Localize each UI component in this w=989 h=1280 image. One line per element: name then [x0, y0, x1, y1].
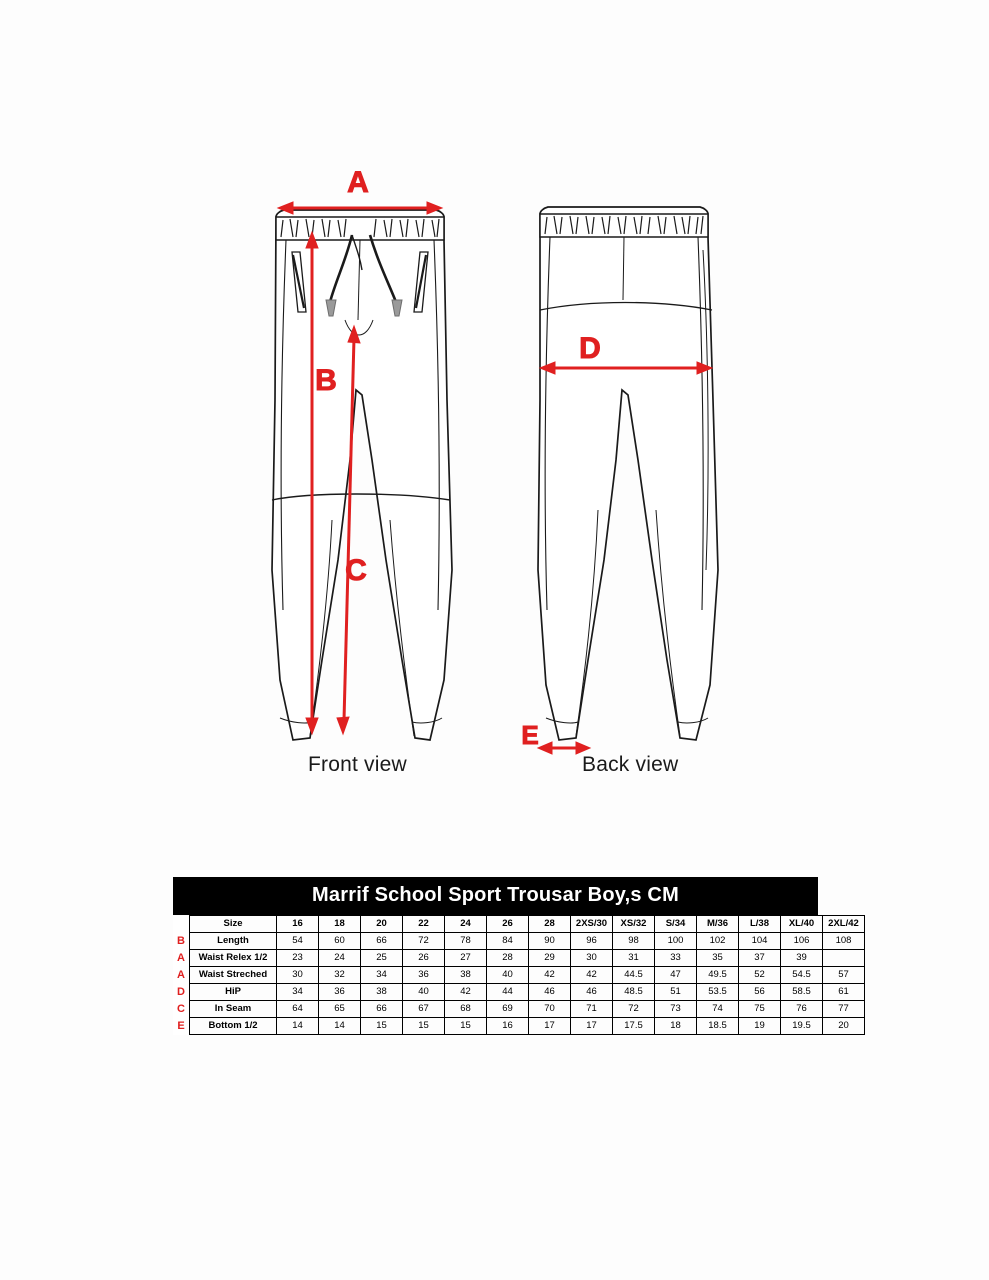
measurement-value: 30 — [571, 950, 613, 967]
table-row — [173, 950, 865, 967]
measurement-value: 34 — [361, 967, 403, 984]
measurement-value: 40 — [403, 984, 445, 1001]
dim-letter-a: A — [347, 166, 369, 199]
measurement-value: 44.5 — [613, 967, 655, 984]
measurement-value: 15 — [361, 1018, 403, 1035]
measurement-value: 46 — [571, 984, 613, 1001]
measurement-value: 47 — [655, 967, 697, 984]
size-column-header: 2XS/30 — [571, 916, 613, 933]
size-column-header: XL/40 — [781, 916, 823, 933]
measurement-value: 17 — [571, 1018, 613, 1035]
measurement-value: 102 — [697, 933, 739, 950]
back-view-caption: Back view — [582, 753, 679, 776]
technical-drawing — [0, 140, 989, 820]
measurement-value: 29 — [529, 950, 571, 967]
table-row — [173, 967, 865, 984]
measurement-value: 25 — [361, 950, 403, 967]
size-column-header: 20 — [361, 916, 403, 933]
measurement-value: 20 — [823, 1018, 865, 1035]
measurement-value: 48.5 — [613, 984, 655, 1001]
dim-letter-e: E — [521, 720, 539, 750]
measurement-value: 104 — [739, 933, 781, 950]
measurement-value: 35 — [697, 950, 739, 967]
row-letter: A — [173, 950, 190, 967]
measurement-value: 67 — [403, 1001, 445, 1018]
table-row — [173, 1018, 865, 1035]
measurement-value: 49.5 — [697, 967, 739, 984]
measurement-value: 65 — [319, 1001, 361, 1018]
size-column-header: XS/32 — [613, 916, 655, 933]
measurement-value: 106 — [781, 933, 823, 950]
measurement-value: 19.5 — [781, 1018, 823, 1035]
size-chart-header-row — [173, 916, 865, 933]
measurement-value: 14 — [319, 1018, 361, 1035]
row-letter: A — [173, 967, 190, 984]
measurement-value: 51 — [655, 984, 697, 1001]
measurement-value: 56 — [739, 984, 781, 1001]
measurement-value: 72 — [403, 933, 445, 950]
size-column-header: 22 — [403, 916, 445, 933]
measurement-value: 69 — [487, 1001, 529, 1018]
measurement-value: 66 — [361, 1001, 403, 1018]
row-letter: E — [173, 1018, 190, 1035]
size-chart-table — [173, 915, 865, 1035]
size-column-header: 26 — [487, 916, 529, 933]
measurement-value: 61 — [823, 984, 865, 1001]
measurement-value: 60 — [319, 933, 361, 950]
measurement-value: 75 — [739, 1001, 781, 1018]
measurement-value: 71 — [571, 1001, 613, 1018]
measurement-value: 44 — [487, 984, 529, 1001]
measurement-value: 40 — [487, 967, 529, 984]
measurement-name: Waist Streched — [190, 967, 277, 984]
measurement-value: 16 — [487, 1018, 529, 1035]
table-row — [173, 1001, 865, 1018]
measurement-value: 30 — [277, 967, 319, 984]
measurement-value: 18 — [655, 1018, 697, 1035]
measurement-value: 39 — [781, 950, 823, 967]
measurement-value: 77 — [823, 1001, 865, 1018]
dim-letter-b: B — [315, 364, 337, 397]
size-chart — [173, 877, 859, 1035]
measurement-value — [823, 950, 865, 967]
measurement-value: 68 — [445, 1001, 487, 1018]
measurement-value: 98 — [613, 933, 655, 950]
measurement-value: 57 — [823, 967, 865, 984]
measurement-value: 72 — [613, 1001, 655, 1018]
row-letter: B — [173, 933, 190, 950]
measurement-name: In Seam — [190, 1001, 277, 1018]
measurement-value: 17.5 — [613, 1018, 655, 1035]
measurement-value: 28 — [487, 950, 529, 967]
measurement-name: HiP — [190, 984, 277, 1001]
measurement-value: 36 — [319, 984, 361, 1001]
front-view-group — [272, 210, 452, 740]
size-column-header: 24 — [445, 916, 487, 933]
dim-letter-d: D — [579, 332, 601, 365]
measurement-value: 23 — [277, 950, 319, 967]
measurement-value: 53.5 — [697, 984, 739, 1001]
measurement-value: 36 — [403, 967, 445, 984]
measurement-value: 33 — [655, 950, 697, 967]
measurement-value: 38 — [361, 984, 403, 1001]
measurement-value: 31 — [613, 950, 655, 967]
size-column-header: 16 — [277, 916, 319, 933]
measurement-value: 18.5 — [697, 1018, 739, 1035]
measurement-value: 15 — [403, 1018, 445, 1035]
size-column-header: 2XL/42 — [823, 916, 865, 933]
measurement-value: 14 — [277, 1018, 319, 1035]
measurement-value: 17 — [529, 1018, 571, 1035]
trouser-illustration — [0, 140, 989, 820]
table-row — [173, 984, 865, 1001]
back-view-group — [538, 207, 718, 740]
measurement-value: 108 — [823, 933, 865, 950]
measurement-value: 84 — [487, 933, 529, 950]
measurement-value: 64 — [277, 1001, 319, 1018]
measurement-value: 96 — [571, 933, 613, 950]
row-letter — [173, 916, 190, 933]
size-column-header: 18 — [319, 916, 361, 933]
measurement-value: 27 — [445, 950, 487, 967]
measurement-value: 54.5 — [781, 967, 823, 984]
measurement-value: 52 — [739, 967, 781, 984]
measurement-value: 42 — [529, 967, 571, 984]
measurement-value: 24 — [319, 950, 361, 967]
measurement-value: 37 — [739, 950, 781, 967]
measurement-value: 38 — [445, 967, 487, 984]
measurement-value: 42 — [571, 967, 613, 984]
size-column-header: L/38 — [739, 916, 781, 933]
size-column-header: M/36 — [697, 916, 739, 933]
measurement-value: 58.5 — [781, 984, 823, 1001]
measurement-value: 34 — [277, 984, 319, 1001]
measurement-value: 46 — [529, 984, 571, 1001]
measurement-value: 66 — [361, 933, 403, 950]
measurement-value: 90 — [529, 933, 571, 950]
measurement-value: 70 — [529, 1001, 571, 1018]
measurement-value: 42 — [445, 984, 487, 1001]
measurement-value: 54 — [277, 933, 319, 950]
size-column-header: S/34 — [655, 916, 697, 933]
row-letter: C — [173, 1001, 190, 1018]
size-column-header: 28 — [529, 916, 571, 933]
size-chart-title: Marrif School Sport Trousar Boy,s CM — [173, 877, 818, 915]
measurement-value: 26 — [403, 950, 445, 967]
row-letter: D — [173, 984, 190, 1001]
measurement-value: 15 — [445, 1018, 487, 1035]
dim-letter-c: C — [345, 554, 367, 587]
measurement-value: 73 — [655, 1001, 697, 1018]
measurement-value: 76 — [781, 1001, 823, 1018]
table-row — [173, 933, 865, 950]
measurement-value: 19 — [739, 1018, 781, 1035]
size-header-cell: Size — [190, 916, 277, 933]
measurement-name: Bottom 1/2 — [190, 1018, 277, 1035]
measurement-name: Waist Relex 1/2 — [190, 950, 277, 967]
measurement-value: 78 — [445, 933, 487, 950]
measurement-name: Length — [190, 933, 277, 950]
measurement-value: 32 — [319, 967, 361, 984]
front-view-caption: Front view — [308, 753, 407, 776]
measurement-value: 74 — [697, 1001, 739, 1018]
measurement-value: 100 — [655, 933, 697, 950]
